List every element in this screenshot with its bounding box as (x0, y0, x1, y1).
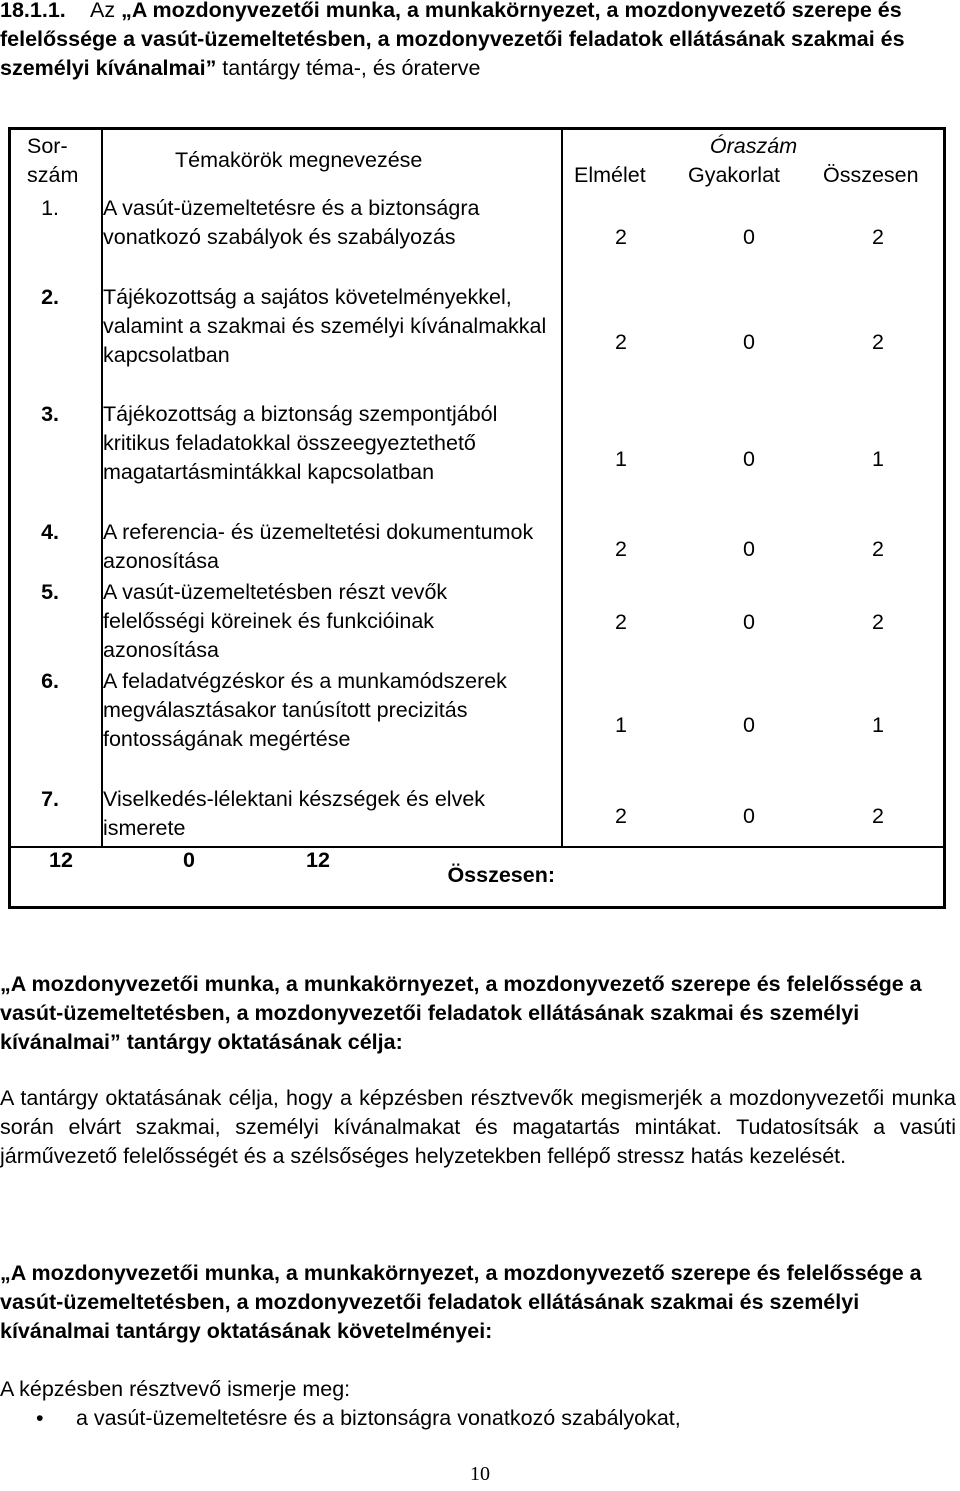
header-topic: Témakörök megnevezése (175, 148, 423, 172)
total-practice: 0 (183, 848, 195, 872)
header-practice: Gyakorlat (688, 163, 781, 187)
row-practice: 0 (743, 713, 755, 737)
section-number: 18.1.1. (0, 0, 66, 22)
table-total-row (11, 848, 943, 906)
requirements-intro: A képzésben résztvevő ismerje meg: (0, 1377, 351, 1401)
heading-prefix: Az (90, 0, 122, 22)
row-total: 1 (872, 447, 884, 471)
row-practice: 0 (743, 537, 755, 561)
section-heading (0, 0, 950, 83)
topic-hours-table (8, 127, 946, 909)
header-hours: Óraszám (709, 134, 798, 158)
header-sorszam: Sor- szám (27, 134, 79, 187)
row-topic: Tájékozottság a sajátos követelményekkel, valamint a szakmai és személyi kívánalmakkal kapcsolatban (103, 285, 547, 367)
bullet-text: a vasút-üzemeltetésre és a biztonságra vonatkozó szabályokat, (76, 1406, 681, 1430)
total-theory: 12 (49, 848, 73, 872)
heading-subject-title: „A mozdonyvezetői munka, a munkakörnyezet, a mozdonyvezető szerepe és felelőssége a vasút-üzemeltetésben, a mozdonyvezetői feladatok ellátásának szakmai és személyi kívánalmai” (0, 0, 905, 80)
row-number: 6. (41, 669, 59, 693)
row-topic: A vasút-üzemeltetésben részt vevők felelősségi köreinek és funkcióinak azonosítása (103, 580, 448, 662)
row-practice: 0 (743, 610, 755, 634)
row-total: 1 (872, 713, 884, 737)
header-theory: Elmélet (574, 163, 646, 187)
row-theory: 1 (615, 713, 627, 737)
row-theory: 1 (615, 447, 627, 471)
row-number: 7. (41, 787, 59, 811)
row-total: 2 (872, 804, 884, 828)
row-number: 2. (41, 285, 59, 309)
row-number: 3. (41, 402, 59, 426)
row-topic: Tájékozottság a biztonság szempontjából kritikus feladatokkal összeegyeztethető magatartásmintákkal kapcsolatban (103, 402, 498, 484)
goal-heading-suffix: tantárgy oktatásának célja: (120, 1030, 403, 1054)
row-theory: 2 (615, 804, 627, 828)
row-total: 2 (872, 330, 884, 354)
row-practice: 0 (743, 447, 755, 471)
requirements-heading: „A mozdonyvezetői munka, a munkakörnyezet, a mozdonyvezető szerepe és felelőssége a vasút-üzemeltetésben, a mozdonyvezetői feladatok ellátásának szakmai és személyi kívánalmai tantárgy oktatásának követelményei: (0, 1261, 922, 1343)
table-divider (561, 130, 563, 848)
row-topic: A vasút-üzemeltetésre és a biztonságra vonatkozó szabályok és szabályozás (103, 196, 480, 249)
total-total: 12 (306, 848, 330, 872)
row-theory: 2 (615, 537, 627, 561)
row-theory: 2 (615, 610, 627, 634)
goal-heading (0, 970, 956, 1057)
row-practice: 0 (743, 804, 755, 828)
bullet-dot: • (36, 1406, 44, 1430)
row-topic: A feladatvégzéskor és a munkamódszerek megválasztásakor tanúsított precizitás fontosságának megértése (103, 669, 507, 751)
row-number: 1. (41, 196, 59, 220)
row-total: 2 (872, 610, 884, 634)
goal-text: A tantárgy oktatásának célja, hogy a képzésben résztvevők megismerjék a mozdonyvezetői munka során elvárt szakmai, személyi kívánalmakat és magatartás mintákat. Tudatosítsák a vasúti járművezető felelősségét és a szélsőséges helyzetekben fellépő stressz hatás kezelését. (0, 1086, 956, 1168)
row-practice: 0 (743, 225, 755, 249)
page-number: 10 (470, 1463, 490, 1485)
row-number: 4. (41, 520, 59, 544)
total-label: Összesen: (447, 863, 555, 887)
row-theory: 2 (615, 225, 627, 249)
row-practice: 0 (743, 330, 755, 354)
header-total: Összesen (823, 163, 919, 187)
row-total: 2 (872, 537, 884, 561)
row-total: 2 (872, 225, 884, 249)
row-topic: A referencia- és üzemeltetési dokumentumok azonosítása (103, 520, 534, 573)
row-number: 5. (41, 580, 59, 604)
row-topic: Viselkedés-lélektani készségek és elvek ismerete (103, 787, 486, 840)
goal-heading-subject: „A mozdonyvezetői munka, a munkakörnyezet, a mozdonyvezető szerepe és felelőssége a vasút-üzemeltetésben, a mozdonyvezetői feladatok ellátásának szakmai és személyi kívánalmai” (0, 972, 922, 1054)
heading-suffix: tantárgy téma-, és óraterve (216, 56, 481, 80)
row-theory: 2 (615, 330, 627, 354)
